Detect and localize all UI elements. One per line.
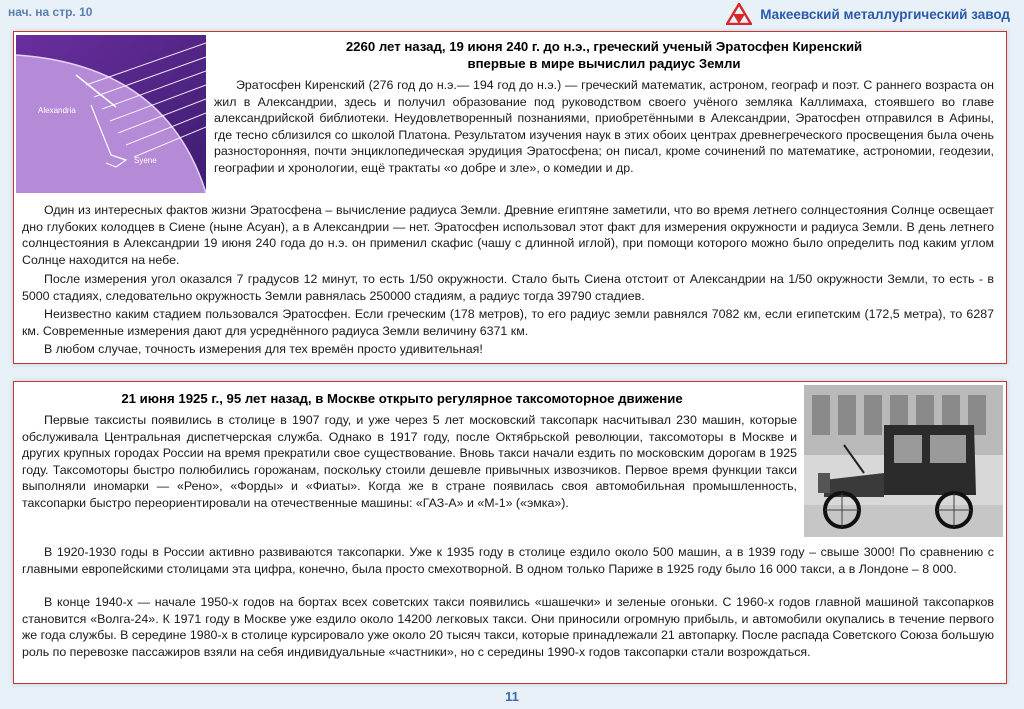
paragraph: Один из интересных фактов жизни Эратосфена – вычисление радиуса Земли. Древние египтяне заметили, что во время летнего солнцестояния Солнце освещает дно глубоких колодцев в Сиене (ныне Асуан), а в Александрии — нет. Эратосфен использовал этот факт для измерения окружности и радиуса Земли. В день летнего солнцестояния в Александрии 19 июня 240 года до н.э. он применил скафис (чашу с длинной иглой), при помощи которого можно было определить под каким углом Солнце находится на небе. xyxy=(22,203,994,267)
paragraph: После измерения угол оказался 7 градусов 12 минут, то есть 1/50 окружности. Стало быть Сиена отстоит от Александрии на 1/50 окружности Земли, то есть - в 5000 стадиях, следовательно окружность Земли равнялась 250000 стадиям, а радиус тогда 39790 стадиев. xyxy=(22,272,994,303)
paragraph: В любом случае, точность измерения для тех времён просто удивительная! xyxy=(44,342,483,356)
article-title xyxy=(214,38,994,72)
title-line-2: впервые в мире вычислил радиус Земли xyxy=(467,56,741,71)
company-name: Макеевский металлургический завод xyxy=(760,6,1010,22)
top-bar xyxy=(0,0,1024,28)
paragraph: Неизвестно каким стадием пользовался Эратосфен. Если греческим (178 метров), то его радиус земли равнялся 7082 км, если египетским (172,5 метра), то 6287 км. Современные измерения дают для усреднённого радиуса Земли величину 6371 км. xyxy=(22,307,994,338)
article-eratosthenes xyxy=(13,31,1007,364)
paragraph: В 1920-1930 годы в России активно развиваются таксопарки. Уже к 1935 году в столице ездило около 500 машин, а в 1939 году – свыше 3000! По сравнению с главными европейскими столицами эта цифра, конечно, была просто смехотворной. В одном только Париже в 1925 году было 16 000 такси, а в Лондоне – 8 000. xyxy=(22,545,994,576)
page-number: 11 xyxy=(505,689,519,704)
company-logo-icon xyxy=(726,3,752,25)
article-taxi xyxy=(13,381,1007,684)
paragraph: Первые таксисты появились в столице в 1907 году, и уже через 5 лет московский таксопарк насчитывал 230 машин, которые обслуживала Центральная диспетчерская служба. Однако в 1917 году, после Октябрьской революции, таксомоторы в Москве и других крупных городах России на время прекратили свое существование. Вновь такси начали ездить по московским дорогам в 1925 году. Таксомоторы быстро полюбились горожанам, поскольку стоили дешевле привычных извозчиков. Первое время функции такси выполняли иномарки — «Рено», «Форды» и «Фиаты». Когда же в стране появилась своя автомобильная промышленность, таксопарки быстро переориентировали на отечественные машины: «ГАЗ-А» и «М-1» («эмка»). xyxy=(22,413,797,510)
vintage-taxi-photo xyxy=(804,385,1003,537)
paragraph: В конце 1940-х — начале 1950-х годов на бортах всех советских такси появились «шашечки» и зеленые огоньки. С 1960-х годов главной машиной таксопарков становится «Волга-24». К 1971 году в Москве уже ездило около 14200 легковых такси. Они приносили огромную прибыль, и автомобили окупались в течение первого же года службы. В середине 1980-х в столице курсировало уже около 20 тысяч такси, которые принадлежали 21 автопарку. После распада Советского Союза большую роль по перевозке пассажиров взяли на себя индивидуальные «частники», но с середины 1990-х годов таксопарки стали возрождаться. xyxy=(22,595,994,659)
article-title: 21 июня 1925 г., 95 лет назад, в Москве открыто регулярное таксомоторное движение xyxy=(121,391,683,406)
back-to-page-10-link[interactable]: нач. на стр. 10 xyxy=(8,5,93,19)
company-logo-block[interactable] xyxy=(726,3,1010,25)
syene-label: Syene xyxy=(134,156,157,165)
title-line-1: 2260 лет назад, 19 июня 240 г. до н.э., греческий ученый Эратосфен Киренский xyxy=(345,39,863,54)
paragraph: Эратосфен Киренский (276 год до н.э.— 194 год до н.э.) — греческий математик, астроном, географ и поэт. С раннего возраста он жил в Александрии, здесь и получил образование под руководством своего учёного земляка Каллимаха, стоявшего во главе александрийской библиотеки. Неудовлетворенный познаниями, приобретёнными в Александрии, Эратосфен отправился в Афины, где тесно сблизился со школой Платона. Результатом изучения наук в этих обоих центрах древнегреческого просвещения была очень разносторонняя, почти энциклопедическая эрудиция Эратосфена; он писал, кроме сочинений по математике, астрономии, геодезии, географии и хронологии, ещё трактаты «о добре и зле», о комедии и др. xyxy=(214,78,994,175)
alexandria-label: Alexandria xyxy=(38,106,76,115)
earth-sun-rays-illustration xyxy=(16,35,206,193)
